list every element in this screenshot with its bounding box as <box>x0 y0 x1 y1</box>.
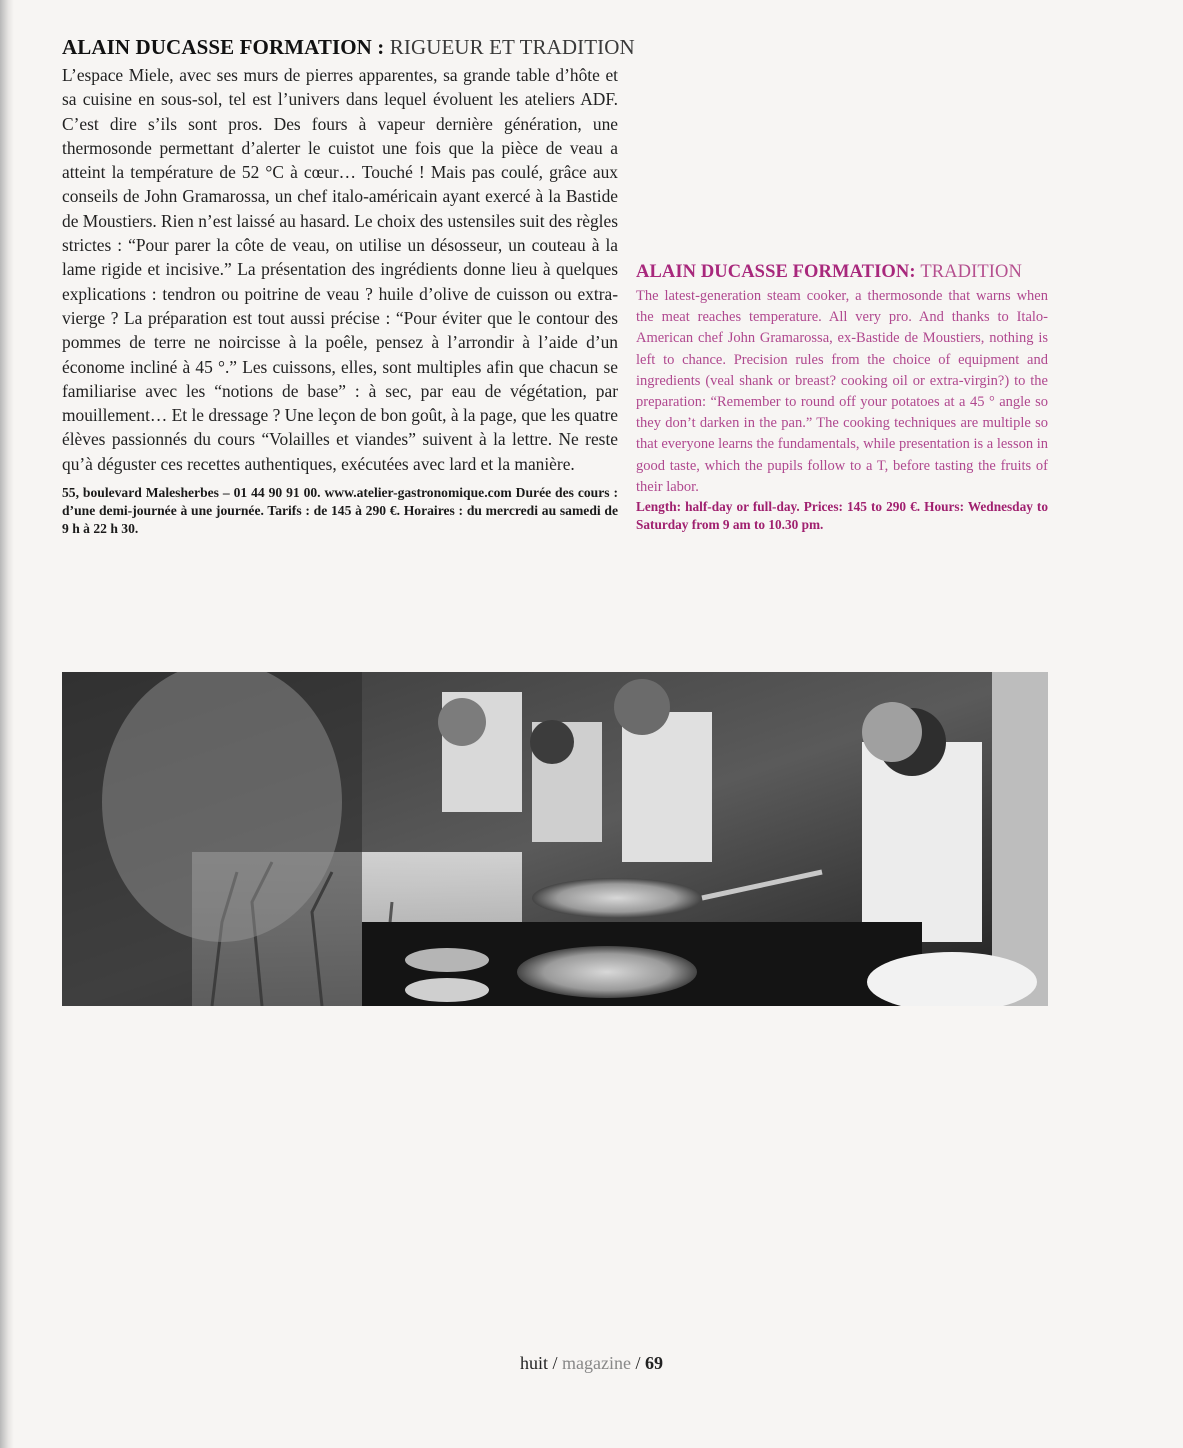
english-body: The latest-generation steam cooker, a thermosonde that warns when the meat reaches temperature. All very pro. And thanks to Italo-American chef John Gramarossa, ex-Bastide de Moustiers, nothing is left to chance. Precision rules from the choice of equipment and ingredients (veal shank or breast? cooking oil or extra-virgin?) to the preparation: “Remember to round off your potatoes at a 45 ° angle so they don’t darken in the pan.” The cooking techniques are multiple so that everyone learns the fundamentals, while presentation is a lesson in good taste, which the pupils follow to a T, before tasting the fruits of their labor. <box>636 288 1048 495</box>
french-body: L’espace Miele, avec ses murs de pierres apparentes, sa grande table d’hôte et sa cuisine en sous-sol, tel est l’univers dans lequel évoluent les ateliers ADF. C’est dire s’ils sont pros. Des fours à vapeur dernière génération, une thermosonde permettant d’alerter le cuistot une fois que la pièce de veau a atteint la température de 52 °C à cœur… Touché ! Mais pas coulé, grâce aux conseils de John Gramarossa, un chef italo-américain ayant exercé à la Bastide de Moustiers. Rien n’est laissé au hasard. Le choix des ustensiles suit des règles strictes : “Pour parer la côte de veau, on utilise un désosseur, un couteau à la lame rigide et incisive.” La présentation des ingrédients donne lieu à quelques explications : tendron ou poitrine de veau ? huile d’olive de cuisson ou extra-vierge ? La préparation est tout aussi précise : “Pour éviter que le contour des pommes de terre ne noircisse à la poêle, pensez à l’arrondir à l’aide d’un économe incliné à 45 °.” Les cuissons, elles, sont multiples afin que chacun se familiarise avec les “notions de base” : à sec, par eau de végétation, par mouillement… Et le dressage ? Une leçon de bon goût, à la page, que les quatre élèves passionnés du cours “Volailles et viandes” suivent à la lettre. Ne reste qu’à déguster ces recettes authentiques, exécutées avec lard et la manière. <box>62 65 618 474</box>
french-practical-info: 55, boulevard Malesherbes – 01 44 90 91 00. www.atelier-gastronomique.com Durée des cours : d’une demi-journée à une journée. Tarifs : de 145 à 290 €. Horaires : du mercredi au samedi de 9 h à 22 h 30. <box>62 485 618 537</box>
english-title-strong: ALAIN DUCASSE FORMATION: <box>636 262 916 282</box>
french-title <box>62 34 635 60</box>
page-edge-shadow <box>0 0 14 1448</box>
article-french <box>62 34 635 538</box>
footer-separator-1: / <box>552 1353 558 1373</box>
english-practical-info: Length: half-day or full-day. Prices: 145 to 290 €. Hours: Wednesday to Saturday from 9 am to 10.30 pm. <box>636 499 1048 533</box>
english-title <box>636 260 1048 284</box>
page-footer <box>0 1353 1183 1374</box>
page-number: 69 <box>645 1353 663 1373</box>
footer-section: magazine <box>562 1353 631 1373</box>
french-title-strong: ALAIN DUCASSE FORMATION : <box>62 35 385 59</box>
footer-separator-2: / <box>635 1353 641 1373</box>
kitchen-photo-illustration <box>62 672 1048 1006</box>
article-english <box>636 260 1048 534</box>
kitchen-class-photo <box>62 672 1048 1006</box>
english-title-light: TRADITION <box>920 262 1022 282</box>
footer-brand: huit <box>519 1353 548 1373</box>
french-title-light: RIGUEUR ET TRADITION <box>389 35 635 59</box>
